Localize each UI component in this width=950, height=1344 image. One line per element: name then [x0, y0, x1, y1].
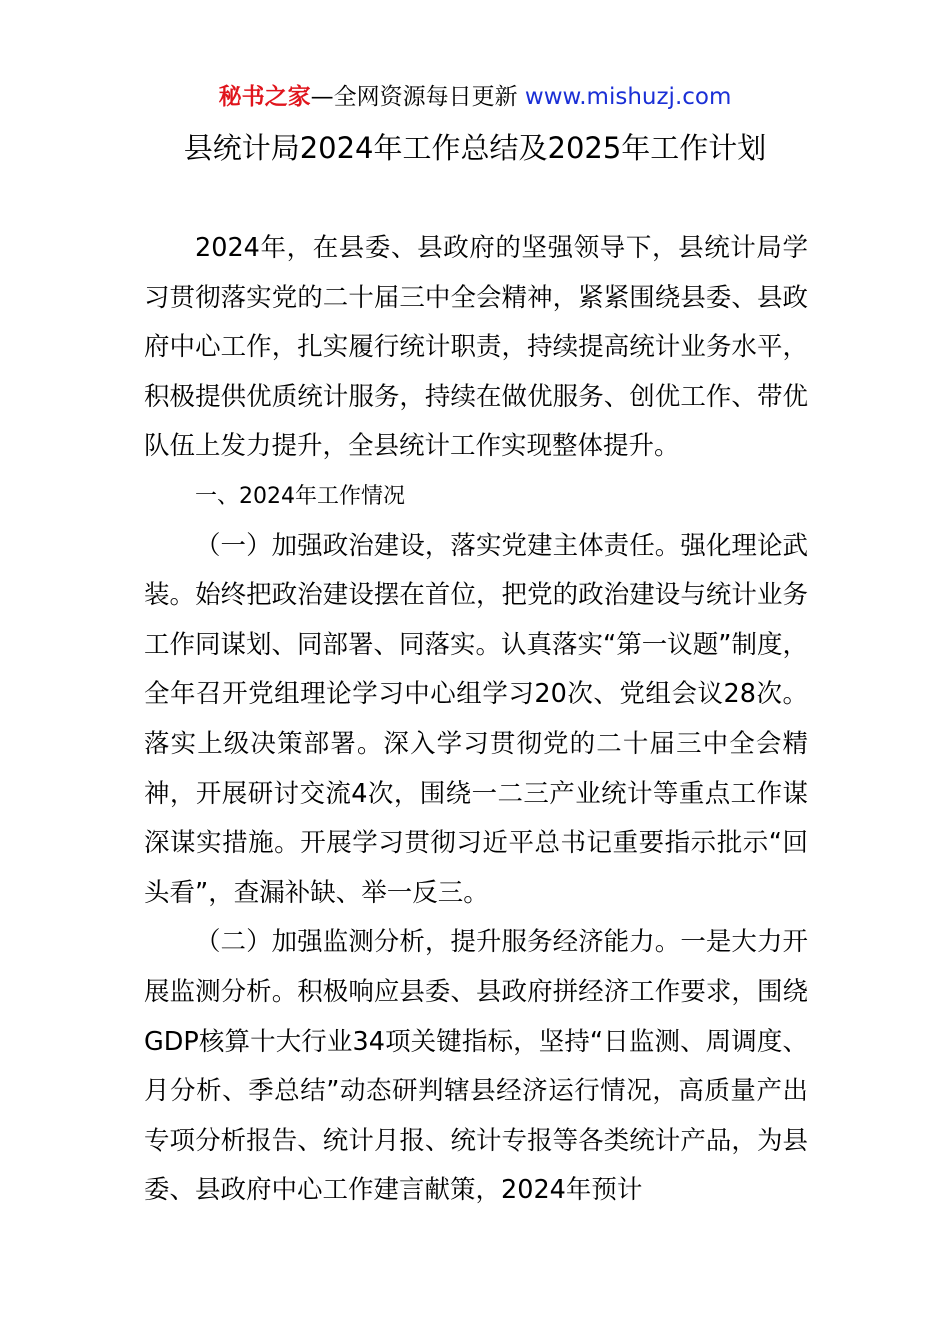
brand-name: 秘书之家: [218, 84, 311, 110]
document-body: [144, 224, 808, 1216]
intro-paragraph: 2024年，在县委、县政府的坚强领导下，县统计局学习贯彻落实党的二十届三中全会精神，紧紧围绕县委、县政府中心工作，扎实履行统计职责，持续提高统计业务水平，积极提供优质统计服务，持续在做优服务、创优工作、带优队伍上发力提升，全县统计工作实现整体提升。: [144, 233, 808, 462]
header-tagline: —全网资源每日更新: [310, 84, 518, 110]
site-header: [0, 80, 950, 114]
site-url-link[interactable]: www.mishuzj.com: [524, 84, 732, 110]
paragraph-political-building: （一）加强政治建设，落实党建主体责任。强化理论武装。始终把政治建设摆在首位，把党的政治建设与统计业务工作同谋划、同部署、同落实。认真落实“第一议题”制度，全年召开党组理论学习中心组学习20次、党组会议28次。落实上级决策部署。深入学习贯彻党的二十届三中全会精神，开展研讨交流4次，围绕一二三产业统计等重点工作谋深谋实措施。开展学习贯彻习近平总书记重要指示批示“回头看”，查漏补缺、举一反三。: [144, 530, 808, 908]
paragraph-monitoring-analysis: （二）加强监测分析，提升服务经济能力。一是大力开展监测分析。积极响应县委、县政府拼经济工作要求，围绕GDP核算十大行业34项关键指标，坚持“日监测、周调度、月分析、季总结”动态研判辖县经济运行情况，高质量产出专项分析报告、统计月报、统计专报等各类统计产品，为县委、县政府中心工作建言献策，2024年预计: [144, 927, 808, 1206]
document-title: 县统计局2024年工作总结及2025年工作计划: [183, 131, 767, 165]
section-heading: 一、2024年工作情况: [195, 483, 405, 509]
